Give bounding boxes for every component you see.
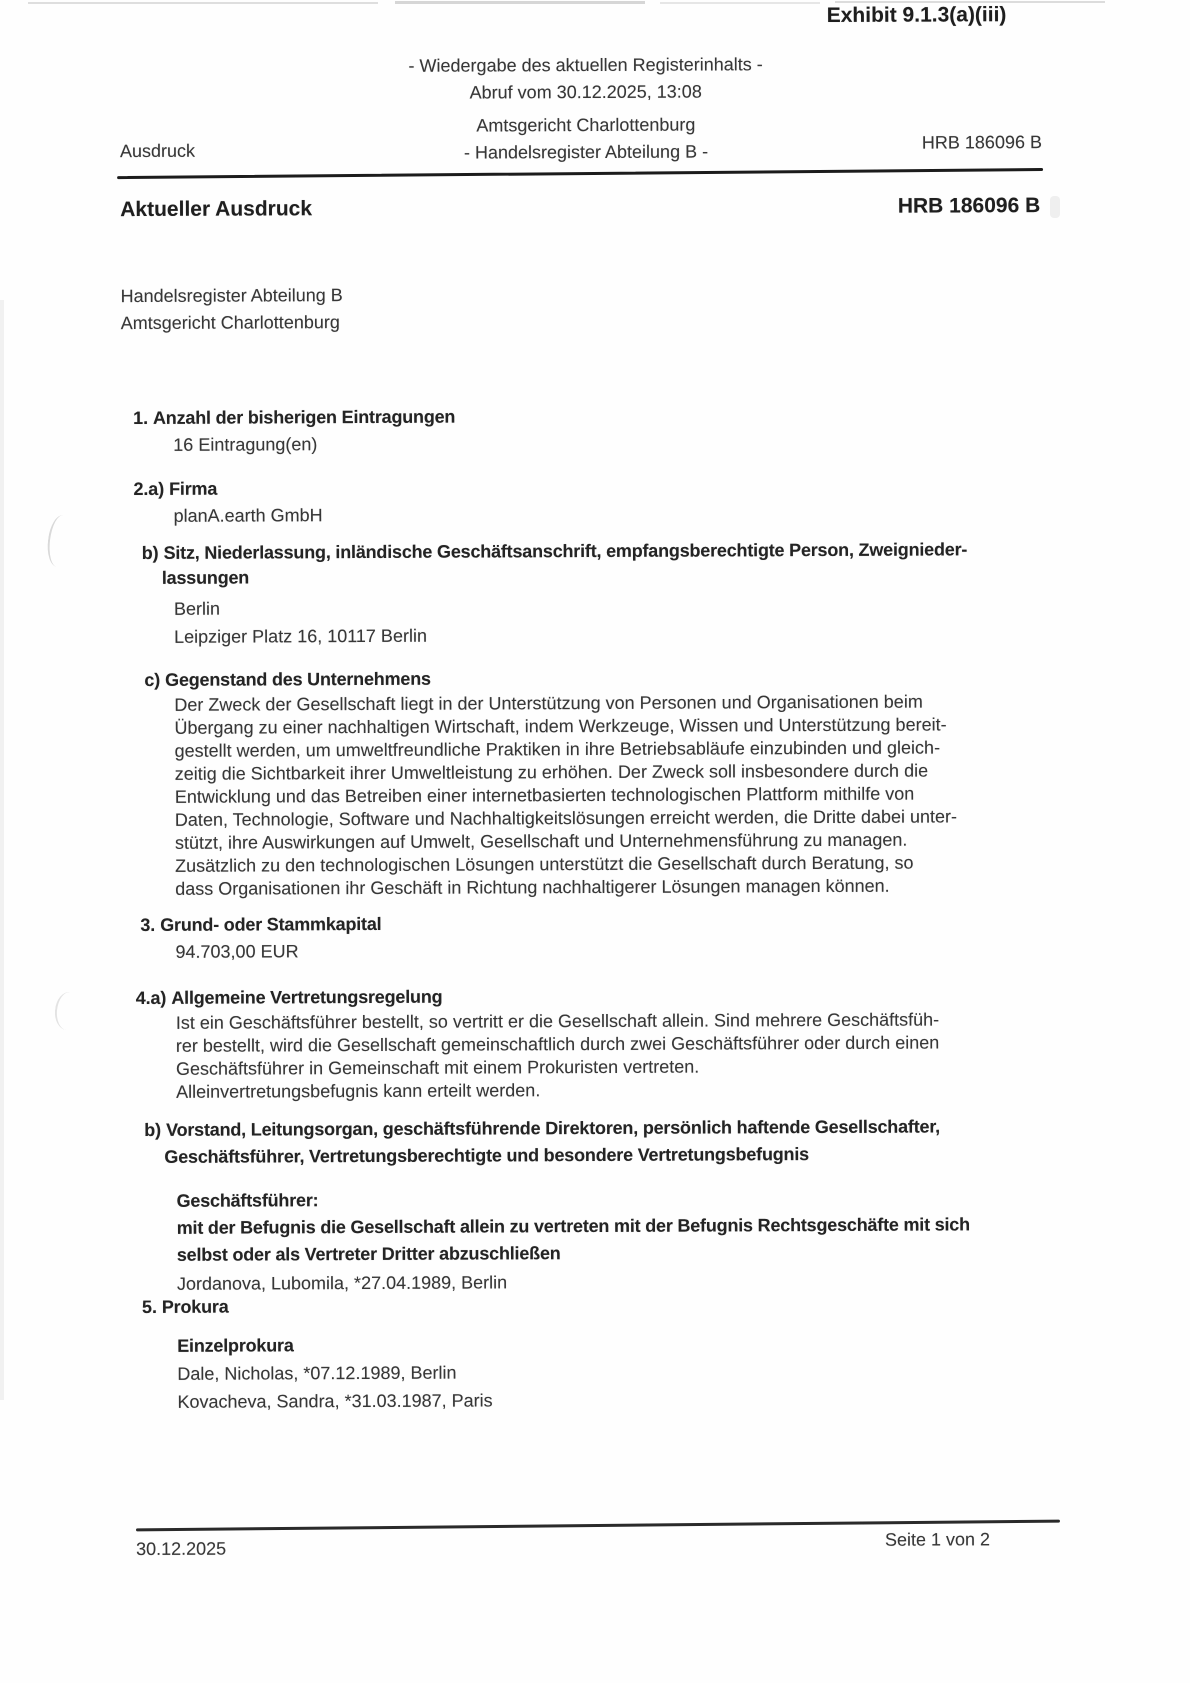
section-value: planA.earth GmbH <box>173 505 323 526</box>
section-heading: Vorstand, Leitungsorgan, geschäftsführende Direktoren, persönlich haftende Gesellschafter, <box>166 1116 940 1140</box>
retrieval-note-line1: - Wiedergabe des aktuellen Registerinhalts - <box>408 54 763 76</box>
exhibit-label: Exhibit 9.1.3(a)(iii) <box>826 3 1007 27</box>
authority-line: selbst oder als Vertreter Dritter abzuschließen <box>176 1243 561 1265</box>
section-heading-row <box>2 1290 1190 1320</box>
section-heading-row <box>0 401 1188 431</box>
register-info <box>121 282 343 337</box>
retrieval-note-line2: Abruf vom 30.12.2025, 13:08 <box>469 81 702 103</box>
paragraph-line: Übergang zu einer nachhaltigen Wirtschaft, indem Werkzeuge, Wissen und Unterstützung bereit- <box>174 714 947 738</box>
section-prokura <box>2 1290 1190 1416</box>
person-entry: Dale, Nicholas, *07.12.1989, Berlin <box>177 1362 457 1384</box>
paragraph-line: Geschäftsführer in Gemeinschaft mit einem Prokuristen vertreten. <box>175 1056 700 1079</box>
header-rule <box>117 168 1043 179</box>
person-entry: Jordanova, Lubomila, *27.04.1989, Berlin <box>176 1272 508 1294</box>
section-value: Berlin <box>173 598 221 619</box>
section-value: 16 Eintragung(en) <box>173 434 318 455</box>
section-heading: Sitz, Niederlassung, inländische Geschäftsanschrift, empfangsberechtigte Person, Zweignieder- <box>163 539 968 563</box>
paragraph-line: zeitig die Sichtbarkeit ihrer Umweltleistung zu erhöhen. Der Zweck soll insbesondere durch die <box>174 760 929 784</box>
role-label: Geschäftsführer: <box>176 1190 319 1211</box>
paragraph-line: stützt, ihre Auswirkungen auf Umwelt, Gesellschaft und Unternehmensführung zu managen. <box>174 829 908 853</box>
paragraph-line: rer bestellt, wird die Gesellschaft gemeinschaftlich durch zwei Geschäftsführer oder durch einen <box>175 1032 940 1056</box>
paragraph-line: Der Zweck der Gesellschaft liegt in der Unterstützung von Personen und Organisationen beim <box>174 691 923 715</box>
register-number: HRB 186096 B <box>921 132 1042 153</box>
section-value: Leipziger Platz 16, 10117 Berlin <box>174 625 427 647</box>
section-registered-office <box>0 536 1189 651</box>
section-heading: Anzahl der bisherigen Eintragungen <box>152 406 456 428</box>
section-heading: Gegenstand des Unternehmens <box>165 668 431 690</box>
title-register-number: HRB 186096 B <box>897 194 1041 218</box>
doc-type-label: Ausdruck <box>119 140 196 162</box>
section-heading-continued: lassungen <box>161 567 250 588</box>
page-title: Aktueller Ausdruck <box>120 197 313 222</box>
section-share-capital <box>0 908 1190 964</box>
section-number: 3. <box>140 914 156 935</box>
paragraph-line: dass Organisationen ihr Geschäft in Richtung nachhaltigerer Lösungen managen können. <box>175 875 890 899</box>
section-heading: Prokura <box>161 1296 229 1317</box>
page-indicator: Seite 1 von 2 <box>884 1529 991 1550</box>
paragraph-line: Alleinvertretungsbefugnis kann erteilt werden. <box>176 1080 541 1102</box>
section-number: 2.a) <box>133 478 165 500</box>
paragraph-line: Ist ein Geschäftsführer bestellt, so vertritt er die Gesellschaft allein. Sind mehrere Geschäftsfüh- <box>175 1009 940 1033</box>
section-heading: Allgemeine Vertretungsregelung <box>171 986 443 1008</box>
section-heading: Grund- oder Stammkapital <box>160 913 382 935</box>
authority-line: mit der Befugnis die Gesellschaft allein zu vertreten mit der Befugnis Rechtsgeschäfte mit sich <box>176 1214 970 1238</box>
section-heading-row <box>0 472 1189 502</box>
section-business-purpose <box>0 663 1190 901</box>
person-entry: Kovacheva, Sandra, *31.03.1987, Paris <box>177 1390 493 1412</box>
section-heading-row <box>1 981 1190 1011</box>
court-name: Amtsgericht Charlottenburg <box>476 114 696 136</box>
section-heading-row <box>0 908 1190 938</box>
section-number: b) <box>141 542 159 563</box>
section-entries-count <box>0 401 1188 457</box>
section-number: 5. <box>141 1296 157 1317</box>
section-managing-directors <box>1 1112 1190 1298</box>
section-number: c) <box>144 669 161 690</box>
retrieval-note <box>0 49 1175 108</box>
section-representation-rules <box>1 981 1190 1104</box>
section-value: 94.703,00 EUR <box>175 941 299 962</box>
section-heading: Firma <box>169 478 218 499</box>
footer-date: 30.12.2025 <box>136 1538 227 1560</box>
section-number: 4.a) <box>135 987 167 1009</box>
section-heading-continued: Geschäftsführer, Vertretungsberechtigte und besondere Vertretungsbefugnis <box>164 1144 809 1167</box>
register-info-line1: Handelsregister Abteilung B <box>120 285 343 307</box>
paragraph-line: Daten, Technologie, Software und Nachhaltigkeitslösungen erreicht werden, die Dritte dabei unter- <box>174 806 958 830</box>
prokura-type: Einzelprokura <box>177 1335 294 1356</box>
paragraph-line: Zusätzlich zu den technologischen Lösungen unterstützt die Gesellschaft durch Beratung, so <box>175 852 914 876</box>
register-info-line2: Amtsgericht Charlottenburg <box>120 312 340 334</box>
section-number: 1. <box>133 407 149 429</box>
paragraph-line: gestellt werden, um umweltfreundliche Praktiken in ihre Betriebsabläufe einzubinden und gleich- <box>174 737 941 761</box>
paragraph-line: Entwicklung und das Betreiben einer internetbasierten technologischen Plattform mithilfe von <box>174 783 915 807</box>
section-company-name <box>0 472 1189 528</box>
section-number: b) <box>144 1119 162 1140</box>
register-department: - Handelsregister Abteilung B - <box>463 141 709 163</box>
section-heading-row <box>0 663 1189 693</box>
